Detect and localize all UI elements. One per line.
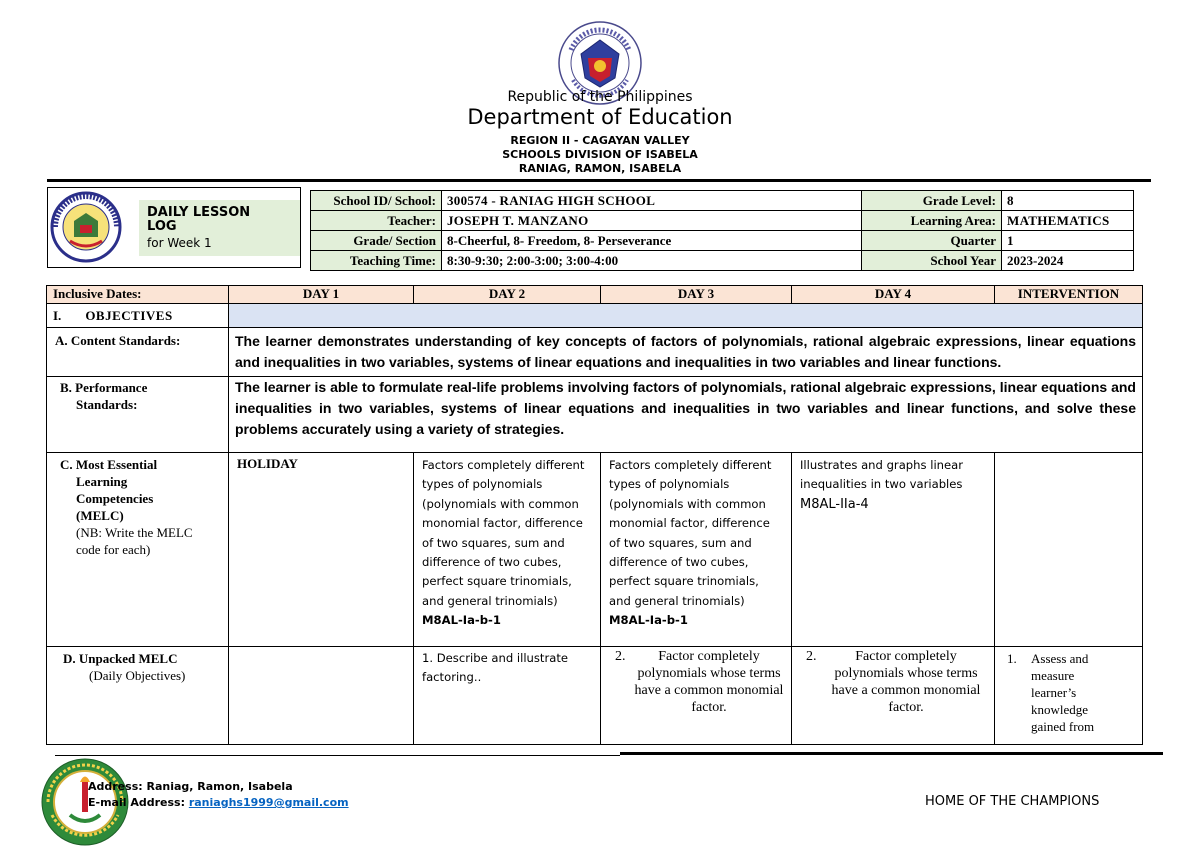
unpacked-day-1	[229, 647, 414, 745]
unpacked-day-3-num: 2.	[615, 649, 626, 664]
performance-standards-label-1: B. Performance	[60, 380, 148, 395]
melc-day-4-cell	[792, 453, 995, 647]
melc-day-3-code: M8AL-Ia-b-1	[609, 613, 688, 628]
unpacked-intervention-cell	[995, 647, 1143, 745]
school-year-label: School Year	[862, 251, 1002, 271]
melc-label-cell	[47, 453, 229, 647]
melc-day-3-text: Factors completely different types of polynomials (polynomials with common monomial factor, difference of two squares, sum and difference of two cubes, perfect square trinomials, and general trinomials)	[609, 458, 772, 608]
header-inclusive-dates: Inclusive Dates:	[47, 286, 229, 304]
unpacked-melc-row	[47, 647, 1143, 745]
melc-note: (NB: Write the MELC code for each)	[76, 525, 193, 557]
teaching-time-label: Teaching Time:	[311, 251, 442, 271]
unpacked-day-4-item	[806, 648, 988, 716]
quarter-label: Quarter	[862, 231, 1002, 251]
unpacked-intervention-item	[1003, 650, 1134, 735]
dll-title-block	[47, 187, 301, 268]
melc-label-2: Learning	[76, 474, 128, 489]
melc-day-2-text: Factors completely different types of polynomials (polynomials with common monomial factor, difference of two squares, sum and difference of two cubes, perfect square trinomials, and general trinomials)	[422, 458, 585, 608]
performance-standards-row	[47, 377, 1143, 453]
unpacked-melc-sub: (Daily Objectives)	[89, 668, 186, 683]
objectives-row	[47, 304, 1143, 328]
header-day-4: DAY 4	[792, 286, 995, 304]
dll-title-box	[139, 200, 300, 256]
content-standards-text: The learner demonstrates understanding of key concepts of factors of polynomials, rational algebraic expressions, linear equations and inequalities in two variables, systems of linear equations and inequalities in two variables and linear functions.	[229, 328, 1143, 377]
school-motto: HOME OF THE CHAMPIONS	[925, 794, 1100, 809]
melc-intervention-cell	[995, 453, 1143, 647]
objectives-label: OBJECTIVES	[85, 308, 173, 323]
email-label: E-mail Address:	[88, 796, 185, 809]
grade-section-value: 8-Cheerful, 8- Freedom, 8- Perseverance	[442, 231, 862, 251]
melc-label-1: C. Most Essential	[60, 457, 158, 472]
department-title: Department of Education	[467, 105, 733, 129]
dll-week: for Week 1	[147, 236, 212, 250]
footer-address	[88, 779, 293, 795]
unpacked-day-4-num: 2.	[806, 649, 817, 664]
unpacked-day-4-text: Factor completely polynomials whose terms have a common monomial factor.	[831, 649, 981, 715]
unpacked-intervention-num: 1.	[1007, 651, 1017, 666]
unpacked-day-3-cell	[601, 647, 792, 745]
quarter-value: 1	[1002, 231, 1134, 251]
school-value: 300574 - RANIAG HIGH SCHOOL	[442, 191, 862, 211]
header-day-3: DAY 3	[601, 286, 792, 304]
division-label: SCHOOLS DIVISION OF ISABELA	[502, 148, 698, 161]
header-row	[47, 286, 1143, 304]
address-value: Raniag, Ramon, Isabela	[146, 780, 293, 793]
unpacked-melc-cell	[47, 647, 229, 745]
melc-day-3-cell	[601, 453, 792, 647]
republic-label: Republic of the Philippines	[507, 89, 693, 105]
content-standards-cell	[47, 328, 229, 377]
header-divider	[47, 179, 1151, 182]
region-label: REGION II - CAGAYAN VALLEY	[510, 134, 690, 147]
content-standards-row	[47, 328, 1143, 377]
dll-title: DAILY LESSON LOG	[147, 205, 251, 234]
objectives-heading	[47, 304, 229, 328]
header-day-2: DAY 2	[414, 286, 601, 304]
school-info-table	[310, 190, 1134, 271]
unpacked-day-3-item	[615, 648, 785, 716]
melc-day-4-code: M8AL-IIa-4	[800, 496, 869, 512]
performance-standards-text: The learner is able to formulate real-life problems involving factors of polynomials, rational algebraic expressions, linear equations and inequalities in two variables, systems of linear equations and inequalities in two variables and linear functions, and solve these problems accurately using a variety of strategies.	[229, 377, 1143, 453]
unpacked-melc-label: D. Unpacked MELC	[63, 651, 178, 666]
grade-level-value: 8	[1002, 191, 1134, 211]
melc-day-1: HOLIDAY	[229, 453, 414, 647]
performance-standards-cell	[47, 377, 229, 453]
objectives-shaded-cell	[229, 304, 1143, 328]
content-standards-label: A. Content Standards:	[55, 333, 181, 348]
melc-day-4-text: Illustrates and graphs linear inequalities in two variables	[800, 458, 964, 492]
school-year-value: 2023-2024	[1002, 251, 1134, 271]
learning-area-value: MATHEMATICS	[1002, 211, 1134, 231]
melc-label-3: Competencies	[76, 491, 154, 506]
footer-divider-thick	[620, 752, 1163, 755]
melc-day-2-cell	[414, 453, 601, 647]
teaching-time-value: 8:30-9:30; 2:00-3:00; 3:00-4:00	[442, 251, 862, 271]
grade-section-label: Grade/ Section	[311, 231, 442, 251]
learning-area-label: Learning Area:	[862, 211, 1002, 231]
melc-label-4: (MELC)	[76, 508, 124, 523]
melc-row	[47, 453, 1143, 647]
grade-level-label: Grade Level:	[862, 191, 1002, 211]
teacher-value: JOSEPH T. MANZANO	[442, 211, 862, 231]
footer-divider-thin	[55, 755, 620, 756]
unpacked-day-3-text: Factor completely polynomials whose terms have a common monomial factor.	[634, 649, 784, 715]
melc-day-2-code: M8AL-Ia-b-1	[422, 613, 501, 628]
email-link[interactable]: raniaghs1999@gmail.com	[188, 796, 349, 809]
footer-email	[88, 795, 349, 811]
header-day-1: DAY 1	[229, 286, 414, 304]
performance-standards-label-2: Standards:	[76, 397, 138, 412]
header-intervention: INTERVENTION	[995, 286, 1143, 304]
school-label: School ID/ School:	[311, 191, 442, 211]
location-label: RANIAG, RAMON, ISABELA	[518, 162, 682, 175]
unpacked-day-4-cell	[792, 647, 995, 745]
address-label: Address:	[88, 780, 143, 793]
teacher-label: Teacher:	[311, 211, 442, 231]
raniag-high-school-logo-icon	[50, 191, 122, 263]
unpacked-day-2: 1. Describe and illustrate factoring..	[414, 647, 601, 745]
lesson-log-table	[46, 285, 1143, 745]
unpacked-intervention-text: Assess and measure learner’s knowledge gained from	[1031, 651, 1095, 734]
objectives-number: I.	[53, 308, 62, 323]
